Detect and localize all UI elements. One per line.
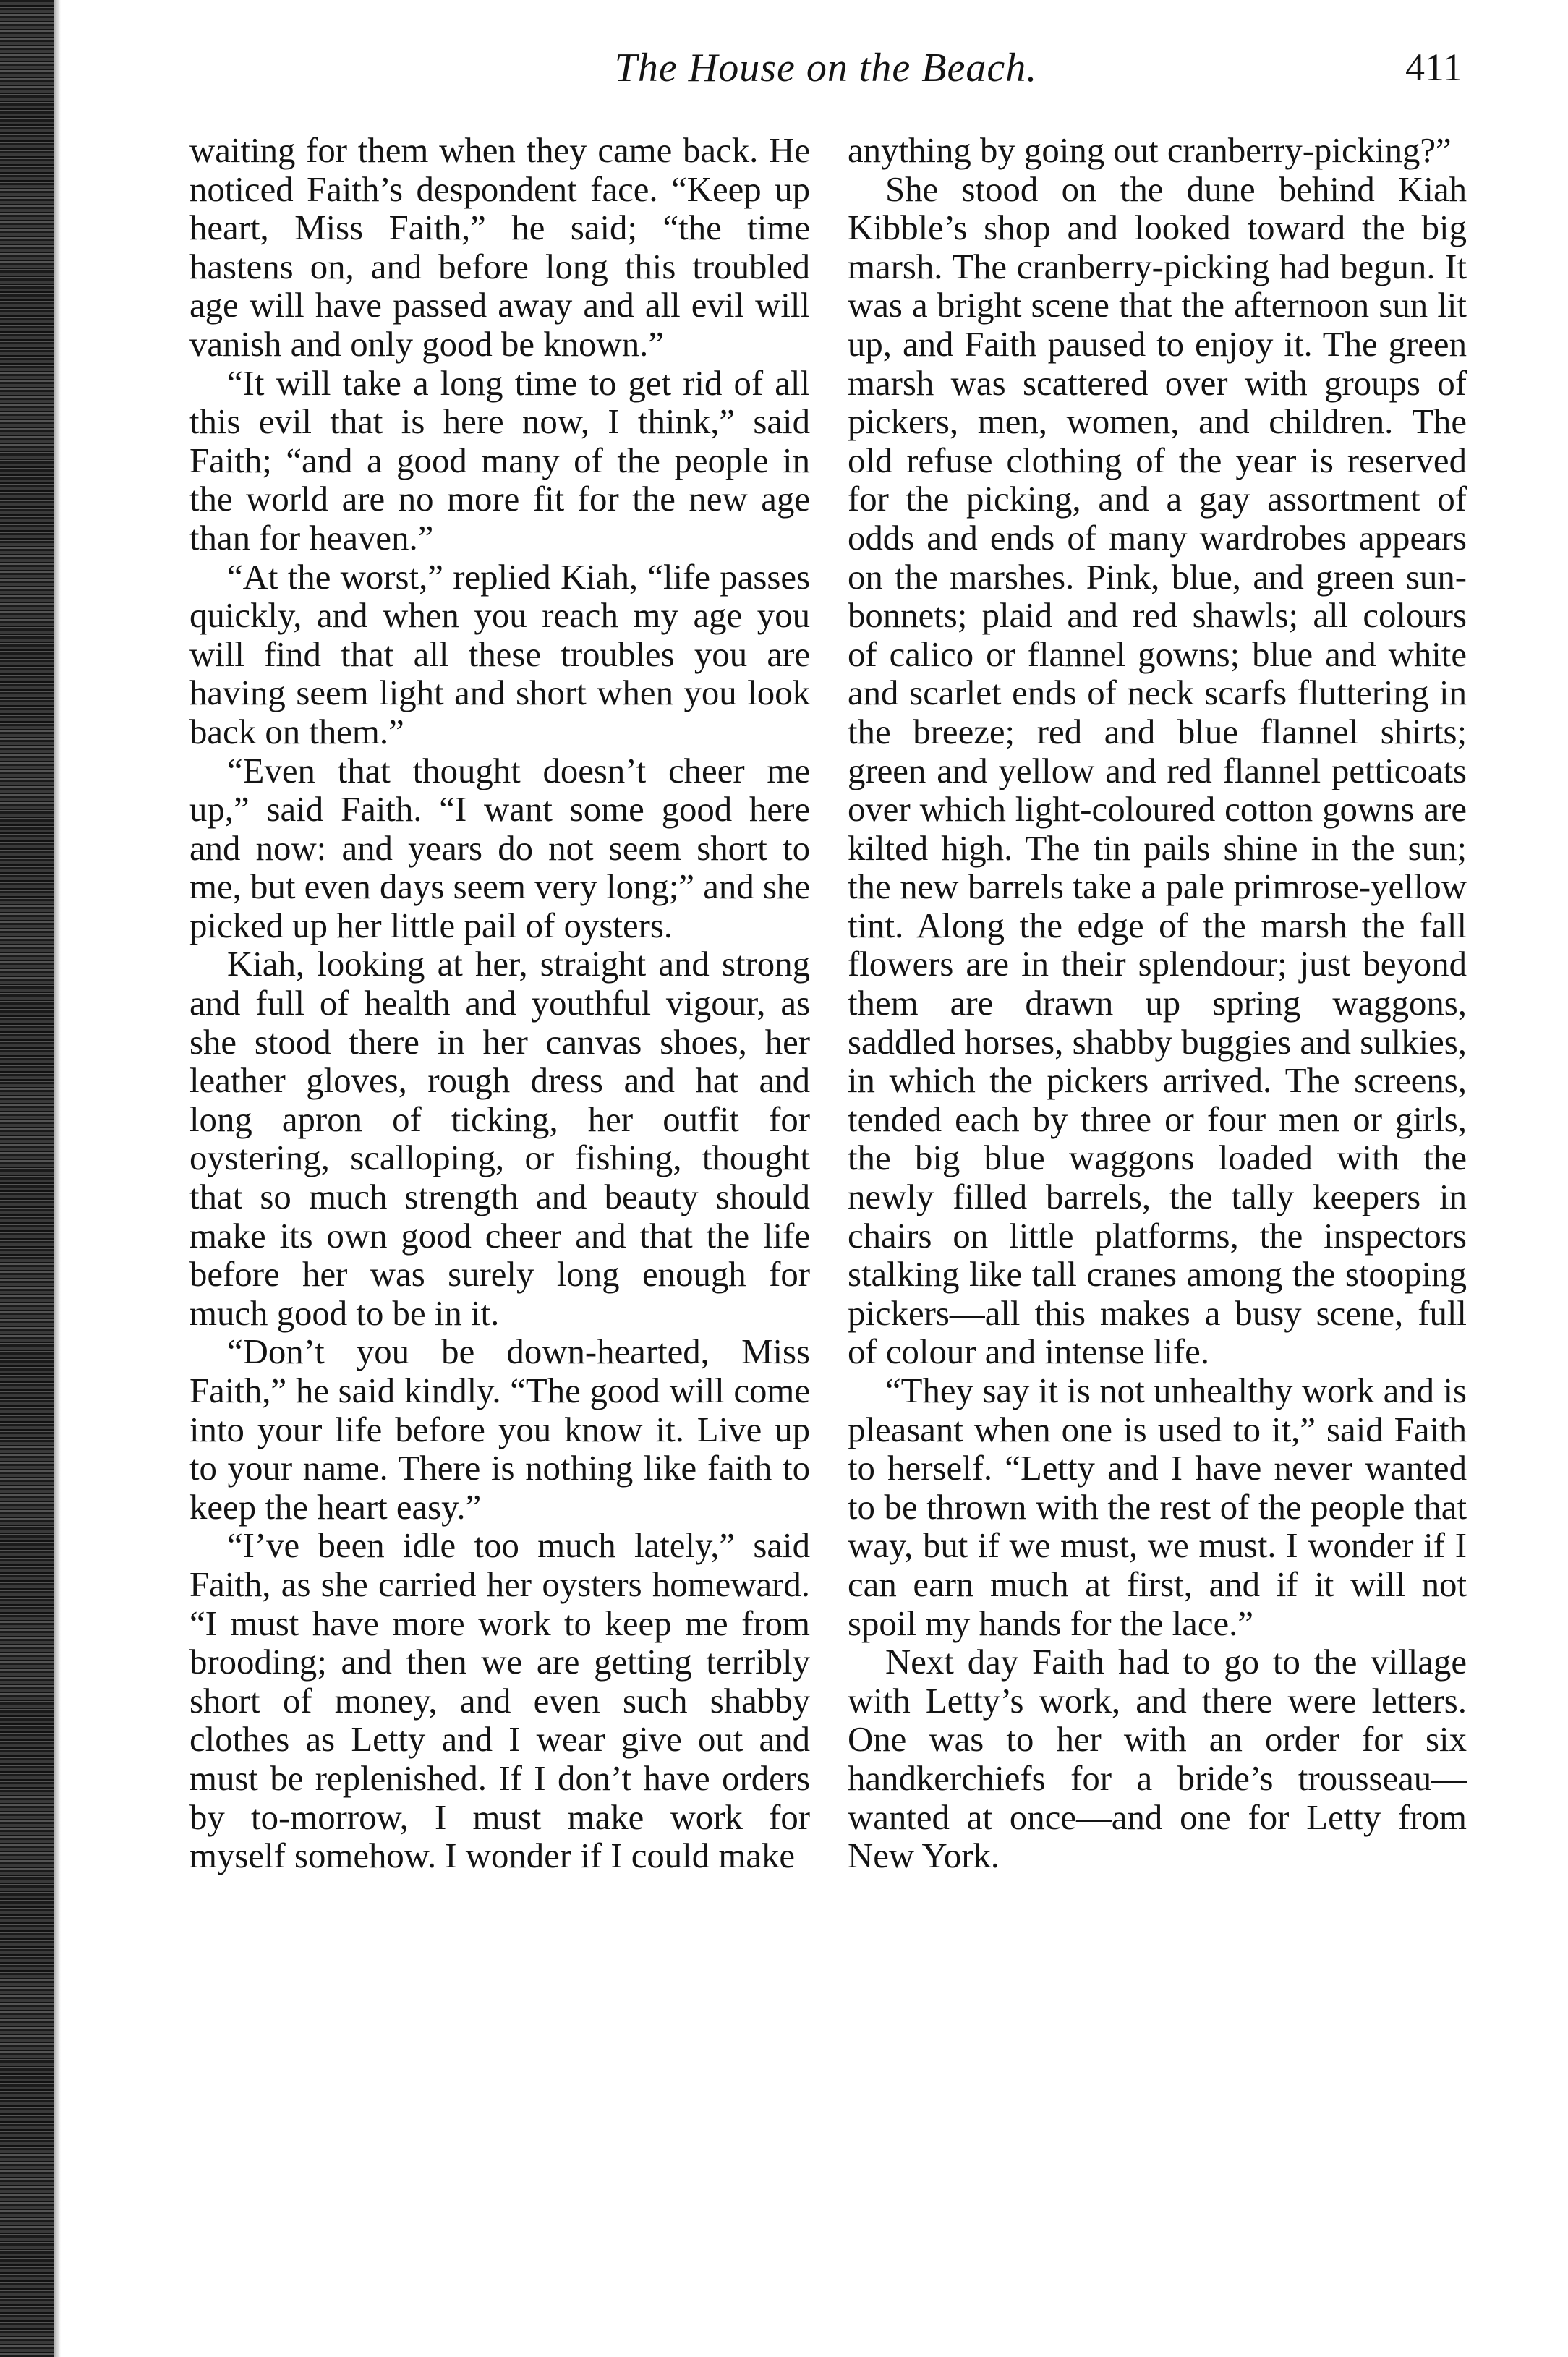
running-title: The House on the Beach. — [614, 46, 1038, 90]
paragraph: “At the worst,” replied Kiah, “life passes quickly, and when you reach my age you will find that all these troubles you are having seem light and short when you look back on them.” — [189, 557, 810, 751]
left-column — [189, 132, 810, 1876]
right-column — [848, 132, 1467, 1876]
paragraph: “I’ve been idle too much lately,” said Faith, as she carried her oysters homeward. “I must have more work to keep me from brooding; and then we are getting terribly short of money, and even such shabby clothes as Letty and I wear give out and must be replenished. If I don’t have orders by to-morrow, I must make work for myself somehow. I wonder if I could make — [189, 1526, 810, 1876]
paragraph: “They say it is not unhealthy work and is pleasant when one is used to it,” said Faith to herself. “Letty and I have never wanted to be thrown with the rest of the people that way, but if we must, we must. I wonder if I can earn much at first, and if it will not spoil my hands for the lace.” — [848, 1371, 1467, 1643]
paragraph: She stood on the dune behind Kiah Kibble’s shop and looked toward the big marsh. The cranberry-picking had begun. It was a bright scene that the afternoon sun lit up, and Faith paused to enjoy it. The green marsh was scattered over with groups of pickers, men, women, and children. The old refuse clothing of the year is reserved for the picking, and a gay assortment of odds and ends of many wardrobes appears on the marshes. Pink, blue, and green sun-bonnets; plaid and red shawls; all colours of calico or flannel gowns; blue and white and scarlet ends of neck scarfs fluttering in the breeze; red and blue flannel shirts; green and yellow and red flannel petticoats over which light-coloured cotton gowns are kilted high. The tin pails shine in the sun; the new barrels take a pale primrose-yellow tint. Along the edge of the marsh the fall flowers are in their splendour; just beyond them are drawn up spring waggons, saddled horses, shabby buggies and sulkies, in which the pickers arrived. The screens, tended each by three or four men or girls, the big blue waggons loaded with the newly filled barrels, the tally keepers in chairs on little platforms, the inspectors stalking like tall cranes among the stooping pickers—all this makes a busy scene, full of colour and intense life. — [848, 169, 1467, 1372]
paragraph: Kiah, looking at her, straight and strong and full of health and youthful vigour, as she stood there in her canvas shoes, her leather gloves, rough dress and hat and long apron of ticking, her outfit for oystering, scalloping, or fishing, thought that so much strength and beauty should make its own good cheer and that the life before her was surely long enough for much good to be in it. — [189, 945, 810, 1333]
paragraph: Next day Faith had to go to the village with Letty’s work, and there were letters. One was to her with an order for six handkerchiefs for a bride’s trousseau—wanted at once—and one for Letty from New York. — [848, 1642, 1467, 1876]
page-number: 411 — [1405, 46, 1462, 89]
paragraph: anything by going out cranberry-picking?” — [848, 131, 1452, 170]
binding-gutter — [0, 0, 54, 2357]
page-header — [189, 45, 1462, 110]
paragraph: waiting for them when they came back. He noticed Faith’s despondent face. “Keep up heart, Miss Faith,” he said; “the time hastens on, and before long this troubled age will have passed away and all evil will vanish and only good be known.” — [189, 131, 810, 364]
paragraph: “Even that thought doesn’t cheer me up,” said Faith. “I want some good here and now: and years do not seem short to me, but even days seem very long;” and she picked up her little pail of oysters. — [189, 751, 810, 945]
paragraph: “It will take a long time to get rid of all this evil that is here now, I think,” said Faith; “and a good many of the people in the world are no more fit for the new age than for heaven.” — [189, 363, 810, 558]
paragraph: “Don’t you be down-hearted, Miss Faith,” he said kindly. “The good will come into your life before you know it. Live up to your name. There is nothing like faith to keep the heart easy.” — [189, 1332, 810, 1527]
